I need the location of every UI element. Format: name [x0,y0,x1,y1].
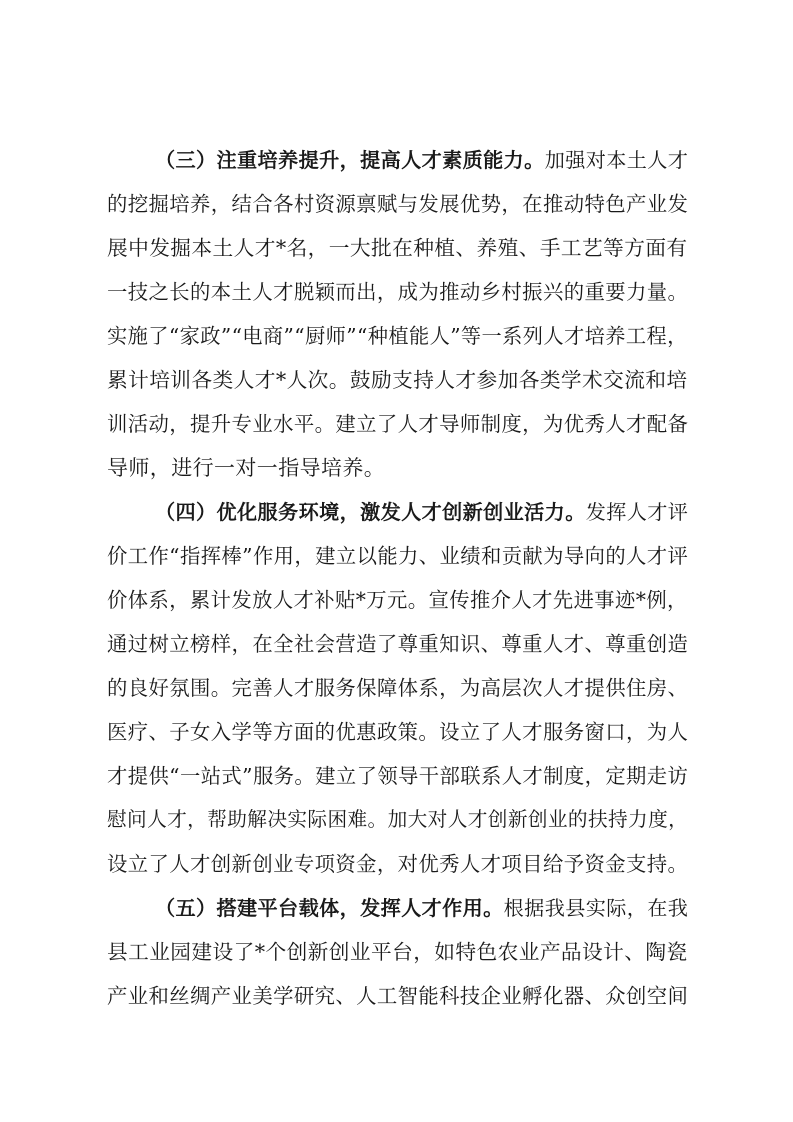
paragraph-4-line-4: 通过树立榜样，在全社会营造了尊重知识、尊重人才、尊重创造 [107,632,689,656]
paragraph-3-line-7: 训活动，提升专业水平。建立了人才导师制度，为优秀人才配备 [107,412,689,436]
paragraph-4-line-9: 设立了人才创新创业专项资金，对优秀人才项目给予资金支持。 [107,852,689,876]
paragraph-5-line-2: 县工业园建设了*个创新创业平台，如特色农业产品设计、陶瓷 [107,940,688,964]
paragraph-3-line-6: 累计培训各类人才*人次。鼓励支持人才参加各类学术交流和培 [107,368,688,392]
paragraph-3-line-1 [155,140,688,180]
paragraph-3-heading: （三）注重培养提升，提高人才素质能力。 [155,148,545,172]
paragraph-4-line-5: 的良好氛围。完善人才服务保障体系，为高层次人才提供住房、 [107,676,689,700]
paragraph-5-line-3: 产业和丝绸产业美学研究、人工智能科技企业孵化器、众创空间 [107,984,689,1008]
paragraph-3-line-5: 实施了“家政”“电商”“厨师”“种植能人”等一系列人才培养工程， [107,324,688,348]
paragraph-5-heading: （五）搭建平台载体，发挥人才作用。 [155,896,504,920]
paragraph-4-line-8: 慰问人才，帮助解决实际困难。加大对人才创新创业的扶持力度， [107,808,689,831]
paragraph-3-line-2: 的挖掘培养，结合各村资源禀赋与发展优势，在推动特色产业发 [107,192,689,216]
paragraph-4-line-1 [155,492,688,532]
paragraph-4-line-7: 才提供“一站式”服务。建立了领导干部联系人才制度，定期走访 [107,764,689,788]
paragraph-4-line-2: 价工作“指挥棒”作用，建立以能力、业绩和贡献为导向的人才评 [107,544,689,568]
paragraph-4-line-6: 医疗、子女入学等方面的优惠政策。设立了人才服务窗口，为人 [107,720,689,744]
paragraph-3-line-3: 展中发掘本土人才*名，一大批在种植、养殖、手工艺等方面有 [107,236,688,260]
paragraph-3-line-8: 导师，进行一对一指导培养。 [107,456,386,480]
paragraph-5-line-1 [155,888,688,928]
paragraph-4-heading: （四）优化服务环境，激发人才创新创业活力。 [155,500,586,524]
paragraph-3-line-4: 一技之长的本土人才脱颖而出，成为推动乡村振兴的重要力量。 [107,280,689,304]
paragraph-5-text: 根据我县实际，在我 [503,896,689,920]
paragraph-3-text: 加强对本土人才 [544,148,689,172]
paragraph-4-line-3: 价体系，累计发放人才补贴*万元。宣传推介人才先进事迹*例， [107,588,688,612]
paragraph-4-text: 发挥人才评 [585,500,689,524]
